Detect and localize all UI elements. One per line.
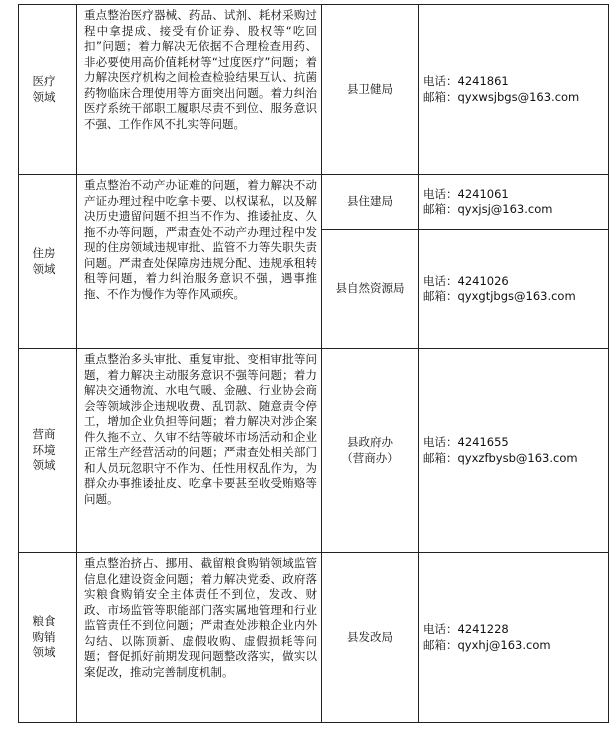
dept-cell: 县发改局 xyxy=(322,553,419,723)
dept-cell: 县住建局 xyxy=(322,175,419,230)
contact-cell xyxy=(419,5,609,175)
field-cell xyxy=(19,349,77,553)
table-row xyxy=(19,553,609,723)
field-cell xyxy=(19,553,77,723)
field-label: 营商环境领域 xyxy=(32,427,56,473)
phone-text: 电话：4241655 xyxy=(423,435,509,449)
field-cell xyxy=(19,175,77,349)
contact-cell xyxy=(419,230,609,349)
email-text: 邮箱：qyxwsjbgs@163.com xyxy=(423,89,580,104)
table-row xyxy=(19,5,609,175)
email-text: 邮箱：qyxzfbysb@163.com xyxy=(423,450,578,465)
task-cell: 重点整治医疗器械、药品、试剂、耗材采购过程中拿提成、接受有价证券、股权等“吃回扣”问题；着力解决无依据不合理检查用药、非必要使用高价值耗材等“过度医疗”问题；着力解决医疗机构之间检查检验结果互认、抗菌药物临床合理使用等方面突出问题。着力纠治医疗系统干部职工履职尽责不到位、服务意识不强、工作作风不扎实等问题。 xyxy=(77,5,322,175)
field-label: 粮食购销领域 xyxy=(32,614,56,660)
field-label: 医疗领域 xyxy=(32,74,56,104)
dept-cell: 县自然资源局 xyxy=(322,230,419,349)
phone-text: 电话：4241026 xyxy=(423,273,509,288)
task-cell: 重点整治多头审批、重复审批、变相审批等问题，着力解决主动服务意识不强等问题；着力解决交通物流、水电气暖、金融、行业协会商会等领域涉企违规收费、乱罚款、随意责令停工，增加企业负担等问题；着力解决对涉企案件久拖不立、久审不结等破坏市场活动和企业正常生产经营活动的问题；严肃查处相关部门和人员玩忽职守不作为、任性用权乱作为，为群众办事推诿扯皮、吃拿卡要甚至收受贿赂等问题。 xyxy=(77,349,322,553)
task-cell: 重点整治挤占、挪用、截留粮食购销领域监管信息化建设资金问题；着力解决党委、政府落实粮食购销安全主体责任不到位，发改、财政、市场监管等职能部门落实属地管理和行业监管责任不到位问题；严肃查处涉粮企业内外勾结、以陈顶新、虚假收购、虚假损耗等问题；督促抓好前期发现问题整改落实，做实以案促改，推动完善制度机制。 xyxy=(77,553,322,723)
table-row xyxy=(19,175,609,230)
table-row xyxy=(19,349,609,553)
email-text: 邮箱：qyxhj@163.com xyxy=(423,637,551,652)
email-text: 邮箱：qyxjsj@163.com xyxy=(423,202,553,216)
dept-cell: 县政府办 （营商办） xyxy=(322,349,419,553)
phone-text: 电话：4241061 xyxy=(423,186,509,201)
contact-cell xyxy=(419,175,609,230)
field-label: 住房领域 xyxy=(32,246,56,276)
email-text: 邮箱：qyxgtjbgs@163.com xyxy=(423,289,576,303)
phone-text: 电话：4241228 xyxy=(423,622,509,636)
contact-cell xyxy=(419,553,609,723)
integrity-issues-table xyxy=(18,4,609,723)
phone-text: 电话：4241861 xyxy=(423,74,509,88)
dept-cell: 县卫健局 xyxy=(322,5,419,175)
field-cell xyxy=(19,5,77,175)
task-cell: 重点整治不动产办证难的问题，着力解决不动产证办理过程中吃拿卡要、以权谋私，以及解决历史遗留问题不担当不作为、推诿扯皮、久拖不办等问题，严肃查处不动产办理过程中发现的住房领域违规审批、监管不力等失职失责问题。严肃查处保障房违规分配、违规承租转租等问题，着力纠治服务意识不强，遇事推拖、不作为慢作为等作风顽疾。 xyxy=(77,175,322,349)
contact-cell xyxy=(419,349,609,553)
